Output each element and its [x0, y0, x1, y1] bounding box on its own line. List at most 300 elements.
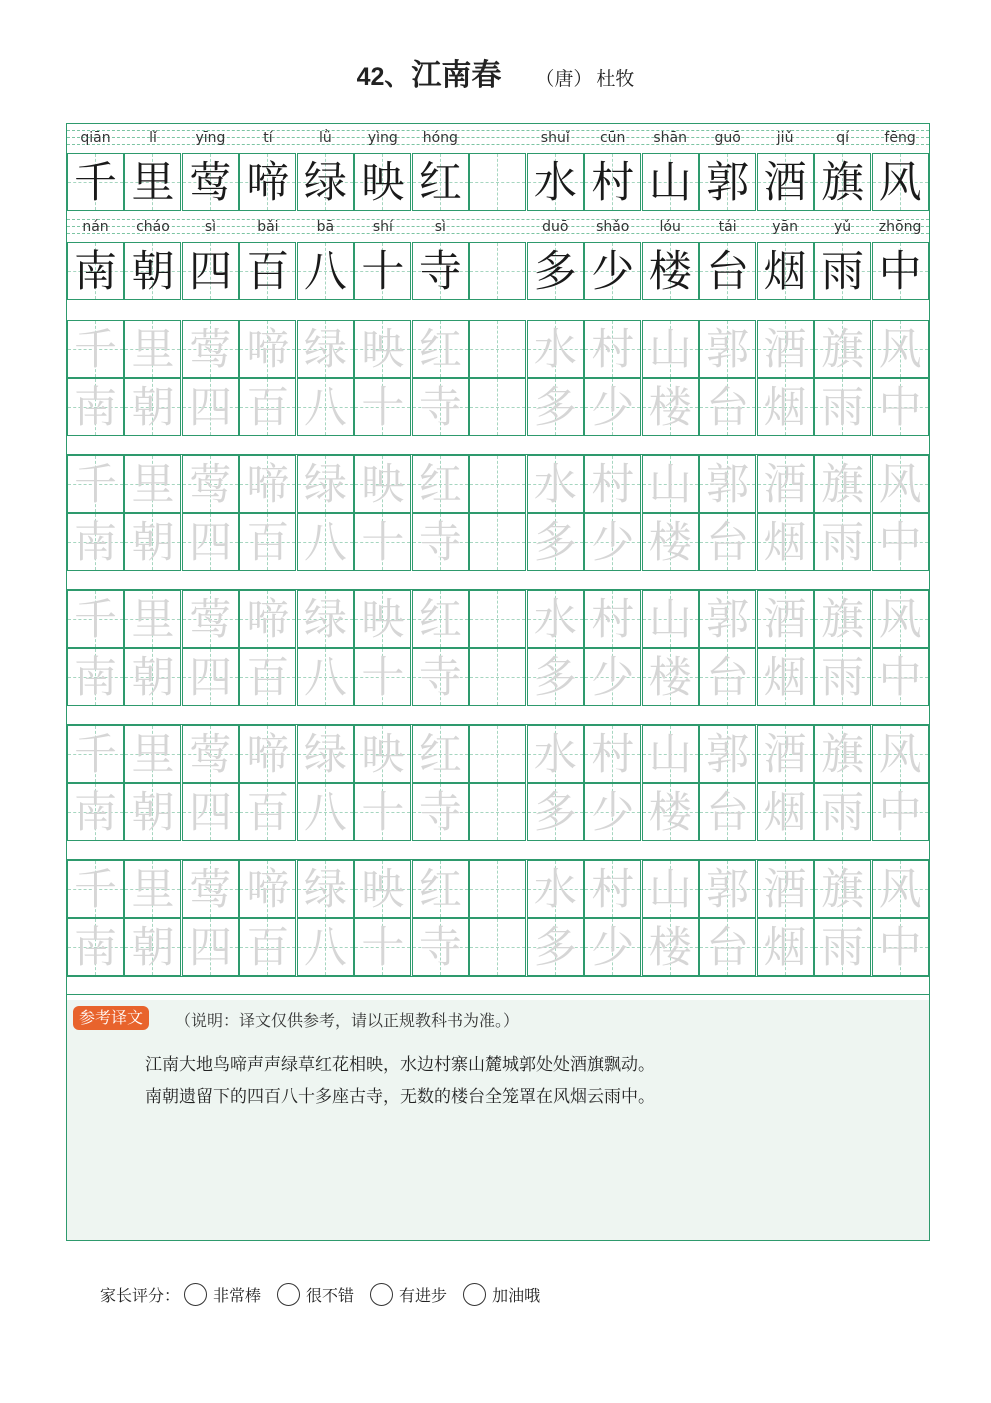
- rating-option-label: 有进步: [399, 1286, 448, 1305]
- trace-character: 朝: [131, 383, 175, 433]
- trace-character: 郭: [706, 325, 750, 375]
- trace-cell: [584, 783, 641, 841]
- model-cell: [757, 153, 814, 211]
- page-title: [0, 50, 991, 94]
- trace-cell: [527, 590, 584, 648]
- trace-character: 绿: [303, 595, 347, 645]
- trace-cell: [354, 378, 411, 436]
- trace-cell: [239, 860, 296, 918]
- trace-character: 寺: [418, 653, 462, 703]
- trace-cell: [527, 648, 584, 706]
- trace-cell: [527, 783, 584, 841]
- rating-option-excellent[interactable]: [180, 1283, 261, 1306]
- trace-cell: [872, 648, 929, 706]
- trace-cell: [124, 648, 181, 706]
- trace-character: 郭: [706, 865, 750, 915]
- translation-panel: [66, 1000, 930, 1241]
- trace-cell: [527, 860, 584, 918]
- trace-row: [67, 513, 929, 571]
- trace-character: 莺: [188, 865, 232, 915]
- translation-note: （说明：译文仅供参考，请以正规教科书为准。）: [175, 1011, 520, 1030]
- trace-cell: [872, 513, 929, 571]
- trace-character: 啼: [246, 595, 290, 645]
- trace-cell: [814, 860, 871, 918]
- trace-row: [67, 860, 929, 918]
- trace-character: [470, 591, 525, 647]
- model-character: 村: [591, 158, 635, 208]
- pinyin-syllable: shān: [653, 130, 687, 146]
- model-cell: [354, 242, 411, 300]
- trace-cell: [699, 648, 756, 706]
- trace-character: 雨: [821, 788, 865, 838]
- model-character: 南: [74, 247, 117, 297]
- trace-cell: [814, 590, 871, 648]
- trace-character: 红: [418, 730, 462, 780]
- trace-character: 旗: [821, 595, 865, 645]
- trace-character: [470, 726, 525, 782]
- trace-cell: [757, 918, 814, 976]
- trace-cell: [297, 918, 354, 976]
- trace-character: 村: [591, 595, 635, 645]
- pinyin-syllable: fēng: [884, 130, 916, 146]
- model-cell: [297, 153, 354, 211]
- model-character: 少: [591, 247, 635, 297]
- trace-character: 酒: [763, 595, 807, 645]
- trace-cell: [354, 918, 411, 976]
- poem-name: 江南春: [411, 58, 502, 93]
- trace-row: [67, 320, 929, 378]
- trace-character: 多: [533, 788, 577, 838]
- trace-character: [470, 321, 525, 377]
- pinyin-syllable: yìng: [367, 130, 398, 146]
- trace-character: 旗: [821, 865, 865, 915]
- trace-character: 南: [74, 923, 117, 973]
- trace-cell: [182, 783, 239, 841]
- trace-cell: [757, 725, 814, 783]
- trace-character: 台: [706, 518, 750, 568]
- trace-cell: [642, 320, 699, 378]
- trace-character: 四: [188, 923, 232, 973]
- model-cell: [872, 153, 929, 211]
- trace-cell: [67, 648, 124, 706]
- trace-character: 十: [361, 653, 405, 703]
- trace-character: 烟: [763, 383, 807, 433]
- pinyin-syllable: qí: [836, 130, 849, 146]
- trace-character: 楼: [648, 518, 692, 568]
- trace-cell: [642, 590, 699, 648]
- trace-character: 台: [706, 653, 750, 703]
- trace-row: [67, 783, 929, 841]
- pinyin-syllable: bǎi: [257, 219, 279, 235]
- trace-cell: [182, 860, 239, 918]
- pinyin-syllable: lǐ: [149, 130, 157, 146]
- trace-character: 里: [131, 595, 175, 645]
- trace-cell: [584, 918, 641, 976]
- trace-character: 烟: [763, 923, 807, 973]
- trace-character: 村: [591, 460, 635, 510]
- trace-cell: [182, 513, 239, 571]
- trace-cell: [412, 783, 469, 841]
- trace-character: 风: [878, 325, 922, 375]
- trace-cell: [757, 590, 814, 648]
- trace-row: [67, 590, 929, 648]
- translation-line-1: 江南大地鸟啼声声绿草红花相映，水边村寨山麓城郭处处酒旗飘动。: [145, 1055, 655, 1075]
- trace-character: 烟: [763, 518, 807, 568]
- character-row: [67, 242, 929, 300]
- model-character: 百: [246, 247, 290, 297]
- trace-character: 少: [591, 383, 635, 433]
- trace-cell: [239, 590, 296, 648]
- trace-character: 红: [418, 325, 462, 375]
- trace-character: 里: [131, 460, 175, 510]
- trace-character: 旗: [821, 730, 865, 780]
- model-character: 风: [878, 158, 922, 208]
- trace-cell: [124, 860, 181, 918]
- trace-cell: [239, 725, 296, 783]
- trace-cell: [124, 783, 181, 841]
- trace-cell: [182, 590, 239, 648]
- trace-character: 莺: [188, 325, 232, 375]
- model-cell: [584, 153, 641, 211]
- trace-character: 八: [303, 383, 347, 433]
- trace-character: 啼: [246, 460, 290, 510]
- trace-character: 烟: [763, 653, 807, 703]
- poem-author: 杜牧: [596, 68, 635, 90]
- pinyin-syllable: lǜ: [318, 130, 332, 146]
- trace-character: 朝: [131, 788, 175, 838]
- model-cell: [354, 153, 411, 211]
- pinyin-syllable: sì: [434, 219, 446, 235]
- rating-option-label: 非常棒: [213, 1286, 262, 1305]
- radio-circle-icon[interactable]: [184, 1283, 207, 1306]
- model-cell: [182, 242, 239, 300]
- model-character: 里: [131, 158, 175, 208]
- trace-cell: [527, 918, 584, 976]
- trace-character: 八: [303, 788, 347, 838]
- trace-cell: [354, 455, 411, 513]
- trace-cell: [354, 725, 411, 783]
- trace-cell: [814, 648, 871, 706]
- trace-character: 啼: [246, 730, 290, 780]
- trace-cell: [699, 513, 756, 571]
- trace-character: 水: [533, 460, 577, 510]
- radio-circle-icon[interactable]: [463, 1283, 486, 1306]
- trace-cell: [527, 455, 584, 513]
- trace-character: 映: [361, 325, 405, 375]
- trace-cell: [584, 590, 641, 648]
- model-cell: [699, 153, 756, 211]
- trace-character: 少: [591, 518, 635, 568]
- trace-cell: [814, 513, 871, 571]
- trace-cell: [67, 725, 124, 783]
- model-character: 楼: [648, 247, 692, 297]
- trace-character: 绿: [303, 865, 347, 915]
- trace-row: [67, 455, 929, 513]
- model-cell: [872, 242, 929, 300]
- parent-rating: [100, 1283, 552, 1306]
- trace-cell: [642, 783, 699, 841]
- translation-badge: 参考译文: [73, 1006, 149, 1030]
- model-character: 绿: [303, 158, 347, 208]
- trace-character: 里: [131, 865, 175, 915]
- trace-row: [67, 725, 929, 783]
- rating-option-label: 很不错: [306, 1286, 355, 1305]
- trace-character: 千: [74, 865, 117, 915]
- trace-character: 莺: [188, 595, 232, 645]
- model-cell: [124, 242, 181, 300]
- trace-cell: [584, 513, 641, 571]
- trace-character: 百: [246, 923, 290, 973]
- trace-cell: [239, 783, 296, 841]
- trace-character: 旗: [821, 460, 865, 510]
- trace-character: 村: [591, 730, 635, 780]
- trace-character: 十: [361, 518, 405, 568]
- model-cell: [297, 242, 354, 300]
- pinyin-syllable: zhōng: [878, 219, 922, 235]
- model-character: 千: [74, 158, 117, 208]
- trace-cell: [469, 783, 526, 841]
- model-cell: [527, 153, 584, 211]
- trace-cell: [757, 783, 814, 841]
- trace-cell: [642, 648, 699, 706]
- pinyin-syllable: nán: [82, 219, 109, 235]
- trace-cell: [469, 725, 526, 783]
- rating-option-keep-going[interactable]: [459, 1283, 540, 1306]
- model-character: [470, 243, 525, 299]
- trace-cell: [699, 725, 756, 783]
- trace-character: 烟: [763, 788, 807, 838]
- rating-option-good[interactable]: [273, 1283, 354, 1306]
- rating-option-label: 加油哦: [492, 1286, 541, 1305]
- trace-cell: [642, 378, 699, 436]
- trace-cell: [297, 860, 354, 918]
- trace-cell: [239, 455, 296, 513]
- trace-character: 映: [361, 460, 405, 510]
- trace-cell: [584, 648, 641, 706]
- model-character: 寺: [418, 247, 462, 297]
- model-cell: [469, 153, 526, 211]
- trace-character: 百: [246, 788, 290, 838]
- trace-cell: [814, 378, 871, 436]
- trace-character: 楼: [648, 653, 692, 703]
- trace-cell: [469, 455, 526, 513]
- pinyin-syllable: bā: [316, 219, 335, 235]
- trace-cell: [412, 320, 469, 378]
- trace-character: 十: [361, 383, 405, 433]
- pinyin-syllable: yǔ: [834, 219, 852, 235]
- trace-cell: [699, 320, 756, 378]
- pinyin-syllable: sì: [204, 219, 217, 235]
- trace-character: 酒: [763, 460, 807, 510]
- trace-character: 红: [418, 595, 462, 645]
- model-cell: [642, 242, 699, 300]
- model-cell: [814, 242, 871, 300]
- trace-cell: [182, 918, 239, 976]
- trace-character: 水: [533, 325, 577, 375]
- trace-character: 百: [246, 383, 290, 433]
- trace-cell: [527, 513, 584, 571]
- translation-line-2: 南朝遗留下的四百八十多座古寺，无数的楼台全笼罩在风烟云雨中。: [145, 1087, 655, 1107]
- trace-character: 中: [878, 518, 922, 568]
- trace-cell: [469, 918, 526, 976]
- trace-cell: [297, 725, 354, 783]
- trace-character: 郭: [706, 460, 750, 510]
- trace-character: 十: [361, 788, 405, 838]
- trace-row: [67, 918, 929, 976]
- trace-cell: [872, 378, 929, 436]
- trace-cell: [757, 455, 814, 513]
- trace-character: 啼: [246, 325, 290, 375]
- trace-cell: [584, 378, 641, 436]
- trace-cell: [412, 378, 469, 436]
- model-character: 四: [188, 247, 232, 297]
- trace-character: 千: [74, 595, 117, 645]
- trace-cell: [412, 513, 469, 571]
- trace-character: 映: [361, 730, 405, 780]
- trace-character: 楼: [648, 923, 692, 973]
- trace-cell: [642, 513, 699, 571]
- trace-cell: [297, 783, 354, 841]
- trace-cell: [872, 590, 929, 648]
- trace-cell: [699, 860, 756, 918]
- trace-cell: [412, 648, 469, 706]
- model-cell: [642, 153, 699, 211]
- trace-character: 里: [131, 325, 175, 375]
- trace-character: 郭: [706, 595, 750, 645]
- radio-circle-icon[interactable]: [277, 1283, 300, 1306]
- trace-cell: [239, 320, 296, 378]
- model-character: 山: [648, 158, 692, 208]
- pinyin-syllable: jiǔ: [776, 130, 794, 146]
- pinyin-syllable: yān: [772, 219, 798, 235]
- trace-character: 千: [74, 460, 117, 510]
- trace-character: 雨: [821, 923, 865, 973]
- model-character: [470, 154, 525, 210]
- trace-character: 山: [648, 865, 692, 915]
- pinyin-syllable: tí: [263, 130, 273, 146]
- model-character: 朝: [131, 247, 175, 297]
- trace-cell: [872, 320, 929, 378]
- trace-character: 十: [361, 923, 405, 973]
- trace-cell: [67, 320, 124, 378]
- trace-character: 酒: [763, 865, 807, 915]
- trace-character: 南: [74, 653, 117, 703]
- poem-number: 42、: [356, 63, 410, 91]
- trace-character: 雨: [821, 653, 865, 703]
- trace-cell: [527, 378, 584, 436]
- pinyin-syllable: guō: [714, 130, 741, 146]
- model-character: 烟: [763, 247, 807, 297]
- trace-cell: [124, 918, 181, 976]
- trace-character: 百: [246, 653, 290, 703]
- trace-cell: [699, 455, 756, 513]
- model-cell: [699, 242, 756, 300]
- model-cell: [124, 153, 181, 211]
- trace-cell: [814, 918, 871, 976]
- model-cell: [527, 242, 584, 300]
- trace-character: 绿: [303, 460, 347, 510]
- pinyin-syllable: yīng: [195, 130, 226, 146]
- trace-character: 八: [303, 923, 347, 973]
- trace-character: 多: [533, 383, 577, 433]
- trace-character: [470, 861, 525, 917]
- trace-cell: [642, 455, 699, 513]
- row-divider: [67, 994, 929, 995]
- trace-cell: [297, 378, 354, 436]
- trace-character: 风: [878, 595, 922, 645]
- trace-character: 风: [878, 460, 922, 510]
- trace-character: 台: [706, 788, 750, 838]
- trace-character: [470, 456, 525, 512]
- trace-cell: [412, 860, 469, 918]
- trace-character: 啼: [246, 865, 290, 915]
- trace-character: 楼: [648, 383, 692, 433]
- trace-character: 映: [361, 865, 405, 915]
- trace-cell: [757, 513, 814, 571]
- model-cell: [757, 242, 814, 300]
- trace-character: 水: [533, 865, 577, 915]
- model-cell: [469, 242, 526, 300]
- trace-cell: [642, 918, 699, 976]
- trace-cell: [469, 513, 526, 571]
- trace-cell: [239, 648, 296, 706]
- trace-character: 千: [74, 730, 117, 780]
- trace-cell: [757, 378, 814, 436]
- trace-character: 四: [188, 788, 232, 838]
- trace-character: [470, 919, 525, 975]
- trace-cell: [872, 725, 929, 783]
- character-row: [67, 153, 929, 211]
- model-character: 多: [533, 247, 577, 297]
- trace-cell: [67, 590, 124, 648]
- trace-cell: [412, 918, 469, 976]
- trace-cell: [239, 513, 296, 571]
- trace-character: 风: [878, 865, 922, 915]
- model-character: 啼: [246, 158, 290, 208]
- trace-cell: [412, 455, 469, 513]
- model-character: 旗: [821, 158, 865, 208]
- trace-character: 中: [878, 923, 922, 973]
- trace-cell: [182, 320, 239, 378]
- pinyin-syllable: shǎo: [596, 219, 630, 235]
- trace-cell: [124, 513, 181, 571]
- trace-cell: [67, 860, 124, 918]
- trace-cell: [814, 783, 871, 841]
- trace-character: 少: [591, 653, 635, 703]
- trace-character: 四: [188, 653, 232, 703]
- trace-character: 多: [533, 653, 577, 703]
- trace-character: 莺: [188, 730, 232, 780]
- pinyin-row: [67, 124, 929, 153]
- trace-character: 郭: [706, 730, 750, 780]
- trace-cell: [67, 455, 124, 513]
- trace-character: 多: [533, 518, 577, 568]
- trace-character: 南: [74, 788, 117, 838]
- trace-character: 少: [591, 788, 635, 838]
- trace-cell: [124, 320, 181, 378]
- trace-cell: [469, 378, 526, 436]
- radio-circle-icon[interactable]: [370, 1283, 393, 1306]
- trace-character: 山: [648, 325, 692, 375]
- trace-cell: [239, 378, 296, 436]
- model-cell: [67, 242, 124, 300]
- model-cell: [239, 153, 296, 211]
- model-character: 酒: [763, 158, 807, 208]
- trace-character: 南: [74, 518, 117, 568]
- trace-cell: [297, 648, 354, 706]
- rating-option-progress[interactable]: [366, 1283, 447, 1306]
- trace-cell: [124, 455, 181, 513]
